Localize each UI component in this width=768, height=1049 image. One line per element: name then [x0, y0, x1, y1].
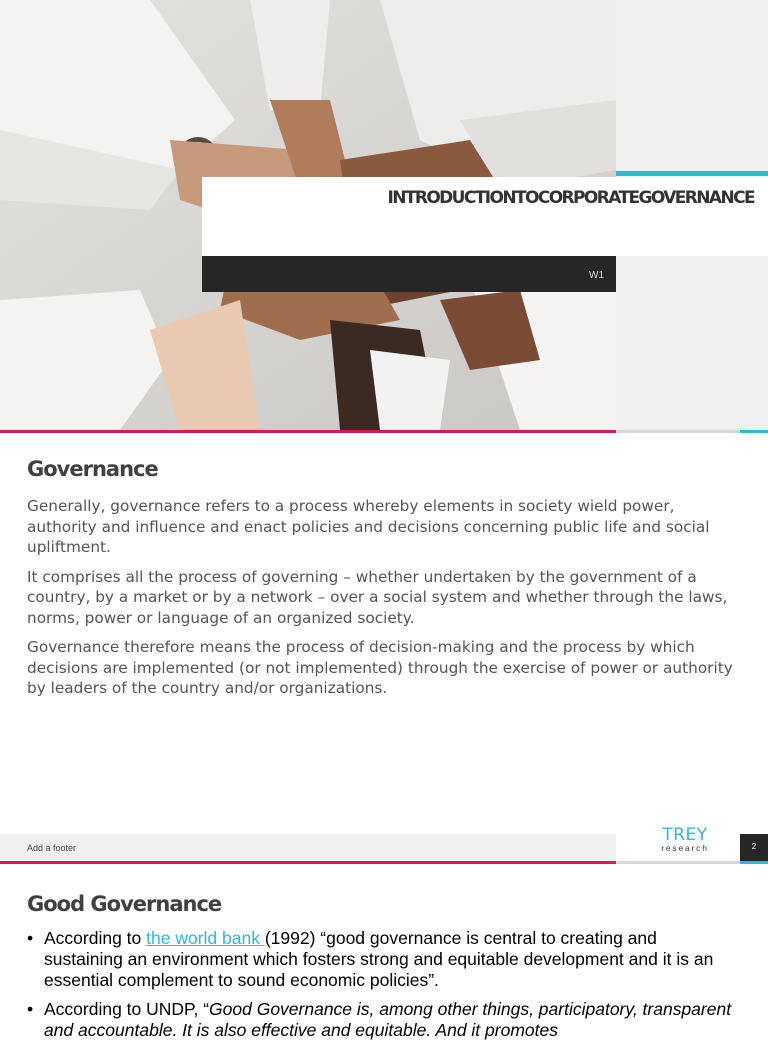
footer-text: Add a footer: [27, 843, 77, 853]
bullet-icon: •: [27, 999, 34, 1019]
list-item: [27, 928, 739, 991]
bullet-prefix: According to UNDP, “: [44, 999, 210, 1019]
body-paragraph: Governance therefore means the process of decision-making and the process by which decisions are implemented (or not implemented) through the exercise of power or authority by leaders of the country and/or organizations.: [27, 638, 733, 697]
page-number-box: [740, 834, 768, 861]
slide-heading: Governance: [27, 457, 158, 481]
logo-sub: research: [661, 843, 709, 853]
title-slide: [0, 0, 768, 430]
list-item: [27, 999, 739, 1041]
slide-title: INTRODUCTIONTOCORPORATEGOVERNANCE: [387, 188, 754, 208]
good-governance-slide: [0, 864, 768, 1040]
bullet-text: (1992) “good governance is central to creating and sustaining an environment which fosters strong and equitable development and it is an essential complement to sound economic policies”.: [44, 928, 714, 990]
bullet-prefix: According to: [44, 928, 147, 948]
bullet-quote: Good Governance is, among other things, participatory, transparent and accountable. It is also effective and equitable. And it promotes: [44, 999, 732, 1040]
world-bank-link[interactable]: the world bank: [146, 928, 265, 948]
logo-main: TREY: [662, 825, 708, 845]
slide-heading: Good Governance: [27, 892, 222, 916]
accent-bar: [616, 171, 768, 176]
week-label: W1: [589, 270, 604, 281]
body-paragraph: It comprises all the process of governing – whether undertaken by the government of a country, by a market or by a network – over a social system and whether through the laws, norms, power or language of an organized society.: [27, 567, 728, 627]
slide-body: [27, 496, 747, 708]
subtitle-bar: [202, 256, 616, 292]
trey-research-logo: [650, 827, 720, 853]
body-paragraph: Generally, governance refers to a process whereby elements in society wield power, authority and influence and enact policies and decisions concerning public life and social upliftment.: [27, 497, 710, 556]
footer-band: [0, 834, 616, 861]
bullet-list: [27, 928, 739, 1049]
governance-slide: [0, 433, 768, 864]
page-number: 2: [751, 842, 757, 851]
bullet-icon: •: [27, 928, 34, 948]
